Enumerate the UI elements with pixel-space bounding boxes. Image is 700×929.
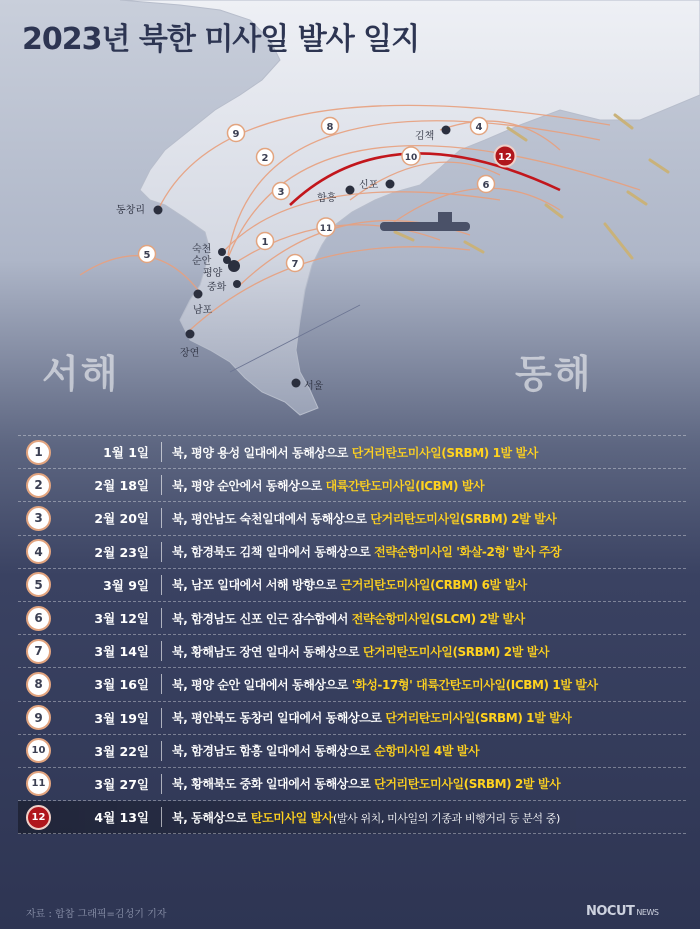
svg-text:10: 10 bbox=[404, 153, 418, 163]
divider bbox=[161, 542, 162, 562]
divider bbox=[161, 575, 162, 595]
marker-9 bbox=[228, 125, 245, 142]
entry-date: 2월 18일 bbox=[94, 478, 149, 494]
divider bbox=[161, 475, 162, 495]
entry-number: 9 bbox=[26, 705, 51, 730]
entry-description: 북, 남포 일대에서 서해 방향으로 근거리탄도미사일(CRBM) 6발 발사 bbox=[172, 578, 527, 593]
entry-date: 3월 12일 bbox=[94, 611, 149, 627]
entry-description: 북, 동해상으로 탄도미사일 발사(발사 위치, 미사일의 기종과 비행거리 등 분석 중) bbox=[172, 810, 560, 825]
missile-icon bbox=[508, 128, 526, 140]
svg-text:3: 3 bbox=[277, 187, 285, 198]
entry-number: 11 bbox=[26, 771, 51, 796]
entry-date: 2월 23일 bbox=[94, 544, 149, 560]
marker-2 bbox=[257, 149, 274, 166]
place-jangyeon: 장연 bbox=[180, 348, 200, 359]
svg-text:6: 6 bbox=[482, 180, 490, 191]
page-title: 2023년 북한 미사일 발사 일지 bbox=[22, 22, 420, 57]
entry-description: 북, 평양 용성 일대에서 동해상으로 단거리탄도미사일(SRBM) 1발 발사 bbox=[172, 445, 538, 460]
missile-icon bbox=[465, 242, 483, 252]
entry-date: 2월 20일 bbox=[94, 511, 149, 527]
sea-label-east: 동해 bbox=[515, 352, 593, 396]
table-row bbox=[18, 768, 686, 801]
entry-date: 3월 27일 bbox=[94, 776, 149, 792]
table-row bbox=[18, 635, 686, 668]
source-credit: 자료 : 합참 그래픽=김성기 기자 bbox=[26, 909, 167, 920]
table-row bbox=[18, 469, 686, 502]
entry-date: 1월 1일 bbox=[103, 445, 149, 461]
table-row bbox=[18, 702, 686, 735]
svg-text:4: 4 bbox=[475, 122, 483, 133]
divider bbox=[161, 741, 162, 761]
table-row bbox=[18, 569, 686, 602]
place-sukcheon: 숙천 bbox=[192, 244, 212, 255]
divider bbox=[161, 508, 162, 528]
place-sinpo: 신포 bbox=[359, 180, 379, 191]
missile-icon bbox=[650, 160, 668, 172]
divider bbox=[161, 708, 162, 728]
entry-number: 10 bbox=[26, 738, 51, 763]
entry-description: 북, 평안북도 동창리 일대에서 동해상으로 단거리탄도미사일(SRBM) 1발 발사 bbox=[172, 711, 572, 726]
divider bbox=[161, 608, 162, 628]
divider bbox=[161, 807, 162, 827]
marker-8 bbox=[322, 118, 339, 135]
landmass bbox=[120, 0, 700, 415]
entry-date: 3월 19일 bbox=[94, 710, 149, 726]
entry-number: 7 bbox=[26, 639, 51, 664]
missile-icon bbox=[395, 232, 413, 240]
place-nampo: 남포 bbox=[193, 305, 213, 316]
entry-number: 6 bbox=[26, 606, 51, 631]
submarine-icon bbox=[380, 212, 470, 231]
svg-text:12: 12 bbox=[498, 152, 512, 163]
missile-icon bbox=[628, 192, 646, 204]
entry-date: 3월 22일 bbox=[94, 743, 149, 759]
table-row bbox=[18, 801, 686, 834]
marker-5 bbox=[139, 246, 156, 263]
entry-description: 북, 함경남도 신포 인근 잠수함에서 전략순항미사일(SLCM) 2발 발사 bbox=[172, 611, 525, 626]
arc-5 bbox=[80, 256, 198, 290]
divider bbox=[161, 641, 162, 661]
entry-date: 3월 16일 bbox=[94, 677, 149, 693]
entry-description: 북, 함경남도 함흥 일대에서 동해상으로 순항미사일 4발 발사 bbox=[172, 744, 480, 759]
marker-11 bbox=[317, 218, 335, 236]
svg-text:5: 5 bbox=[143, 250, 151, 261]
marker-4 bbox=[471, 118, 488, 135]
marker-6 bbox=[478, 176, 495, 193]
entry-date: 4월 13일 bbox=[94, 810, 149, 826]
entry-description: 북, 평양 순안 일대에서 동해상으로 '화성-17형' 대륙간탄도미사일(ICBM) 1발 발사 bbox=[172, 677, 598, 692]
place-dongchangri: 동창리 bbox=[116, 205, 145, 216]
divider bbox=[161, 674, 162, 694]
svg-text:9: 9 bbox=[232, 129, 240, 140]
entry-date: 3월 9일 bbox=[103, 577, 149, 593]
entry-description: 북, 평양 순안에서 동해상으로 대륙간탄도미사일(ICBM) 발사 bbox=[172, 478, 485, 493]
svg-text:8: 8 bbox=[326, 122, 334, 133]
table-row bbox=[18, 735, 686, 768]
entry-number: 12 bbox=[26, 805, 51, 830]
svg-text:1: 1 bbox=[261, 237, 269, 248]
table-row bbox=[18, 668, 686, 701]
marker-7 bbox=[287, 255, 304, 272]
nocut-news-logo: NOCUT NEWS bbox=[586, 904, 659, 919]
place-hamheung: 함흥 bbox=[317, 193, 337, 204]
marker-1 bbox=[257, 233, 274, 250]
arc-6 bbox=[390, 188, 560, 225]
entry-number: 5 bbox=[26, 572, 51, 597]
launch-log-table bbox=[18, 435, 686, 834]
table-row bbox=[18, 536, 686, 569]
entry-description: 북, 평안남도 숙천일대에서 동해상으로 단거리탄도미사일(SRBM) 2발 발사 bbox=[172, 511, 557, 526]
marker-12 bbox=[495, 146, 516, 167]
marker-3 bbox=[273, 183, 290, 200]
entry-date: 3월 14일 bbox=[94, 644, 149, 660]
divider bbox=[161, 774, 162, 794]
divider bbox=[161, 442, 162, 462]
entry-number: 2 bbox=[26, 473, 51, 498]
entry-description: 북, 황해남도 장연 일대서 동해상으로 단거리탄도미사일(SRBM) 2발 발사 bbox=[172, 644, 550, 659]
entry-number: 3 bbox=[26, 506, 51, 531]
svg-text:11: 11 bbox=[319, 224, 333, 234]
entry-description: 북, 함경북도 김책 일대에서 동해상으로 전략순항미사일 '화살-2형' 발사 주장 bbox=[172, 545, 562, 560]
missile-icon bbox=[605, 224, 632, 258]
table-row bbox=[18, 435, 686, 469]
entry-number: 1 bbox=[26, 440, 51, 465]
entry-description: 북, 황해북도 중화 일대에서 동해상으로 단거리탄도미사일(SRBM) 2발 발사 bbox=[172, 777, 561, 792]
place-seoul: 서울 bbox=[304, 381, 324, 392]
table-row bbox=[18, 502, 686, 535]
svg-text:7: 7 bbox=[291, 259, 299, 270]
place-pyongyang: 평양 bbox=[203, 268, 223, 279]
entry-number: 4 bbox=[26, 539, 51, 564]
table-row bbox=[18, 602, 686, 635]
place-sunan: 순안 bbox=[192, 256, 212, 267]
entry-number: 8 bbox=[26, 672, 51, 697]
marker-10 bbox=[402, 147, 420, 165]
sea-label-west: 서해 bbox=[42, 352, 120, 396]
place-junghwa: 중화 bbox=[207, 282, 227, 293]
svg-text:2: 2 bbox=[261, 153, 269, 164]
place-gimchaek: 김책 bbox=[415, 131, 435, 142]
